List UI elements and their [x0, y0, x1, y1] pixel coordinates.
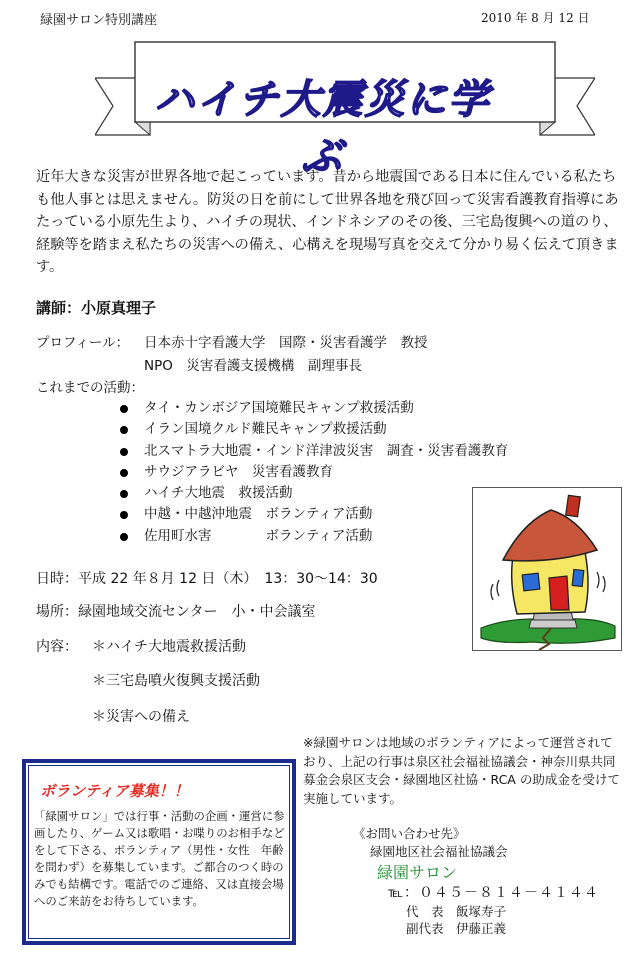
volunteer-title: ボランティア募集！！	[40, 782, 189, 800]
activities-list	[120, 398, 508, 547]
profile-line-1: 日本赤十字看護大学 国際・災害看護学 教授	[144, 335, 428, 351]
bullet-icon	[120, 490, 128, 498]
activity-item: 佐用町水害 ボランティア活動	[120, 526, 508, 547]
event-place: 場所：緑園地域交流センター 小・中会議室	[36, 604, 316, 620]
event-content-item: ＊災害への備え	[92, 709, 190, 725]
lecturer-name: 講師：小原真理子	[36, 299, 157, 317]
shaking-house-illustration	[472, 487, 622, 651]
event-content-item: ＊三宅島噴火復興支援活動	[92, 673, 260, 689]
contact-vice-representative: 副代表 伊藤正義	[406, 921, 507, 936]
contact-phone[interactable]: ℡：０４５－８１４－４１４４	[388, 885, 600, 901]
bullet-icon	[120, 469, 128, 477]
activities-label: これまでの活動：	[36, 380, 144, 396]
activity-item: タイ・カンボジア国境難民キャンプ救援活動	[120, 398, 508, 419]
activity-item: ハイチ大地震 救援活動	[120, 483, 508, 504]
bullet-icon	[120, 405, 128, 413]
activity-item: サウジアラビヤ 災害看護教育	[120, 462, 508, 483]
header-org: 緑園サロン特別講座	[40, 13, 158, 28]
profile-label: プロフィール：	[36, 335, 130, 351]
contact-heading: 《お問い合わせ先》	[353, 826, 466, 841]
contact-representative: 代 表 飯塚寿子	[406, 904, 507, 919]
intro-paragraph: 近年大きな災害が世界各地で起こっています。昔から地震国である日本に住んでいる私たちも他人事とは思えません。防災の日を前にして世界各地を飛び回って災害看護教育指導にあたっている小原先生より、ハイチの現状、インドネシアのその後、三宅島復興への道のり、経験等を踏まえ私たちの災害への備え、心構えを現場写真を交えて分かり易く伝えて頂きます。	[36, 169, 619, 275]
contact-council: 緑園地区社会福祉協議会	[370, 844, 508, 859]
bullet-icon	[120, 448, 128, 456]
header-date: 2010 年 8 月 12 日	[481, 11, 590, 25]
house-icon	[473, 488, 621, 650]
activity-item: イラン国境クルド難民キャンプ救援活動	[120, 419, 508, 440]
event-content-item: ＊ハイチ大地震救援活動	[92, 639, 246, 655]
volunteer-body: 「緑園サロン」では行事・活動の企画・運営に参画したり、ゲーム又は歌唱・お喋りのお相手などをして下さる、ボランティア（男性・女性 年齢を問わず）を募集しています。ご都合のつく時のみでも結構です。電話でのご連絡、又は直接会場へのご来訪をお待ちしています。	[34, 809, 285, 908]
profile-line-2: NPO 災害看護支援機構 副理事長	[144, 358, 362, 374]
activity-item: 中越・中越沖地震 ボランティア活動	[120, 504, 508, 525]
bullet-icon	[120, 511, 128, 519]
bullet-icon	[120, 533, 128, 541]
bullet-icon	[120, 426, 128, 434]
contact-salon: 緑園サロン	[377, 863, 458, 882]
banner-title: ハイチ大震災に学ぶ	[154, 77, 491, 180]
event-date: 日時：平成 22 年８月 12 日（木） 13：30～14：30	[36, 571, 378, 587]
event-content-label: 内容：	[36, 639, 78, 655]
activity-item: 北スマトラ大地震・インド洋津波災害 調査・災害看護教育	[120, 441, 508, 462]
funding-note: ※緑園サロンは地域のボランティアによって運営されており、上記の行事は泉区社会福祉協議会・神奈川県共同募金会泉区支会・緑園地区社協・RCA の助成金を受けて実施しています。	[303, 735, 620, 806]
